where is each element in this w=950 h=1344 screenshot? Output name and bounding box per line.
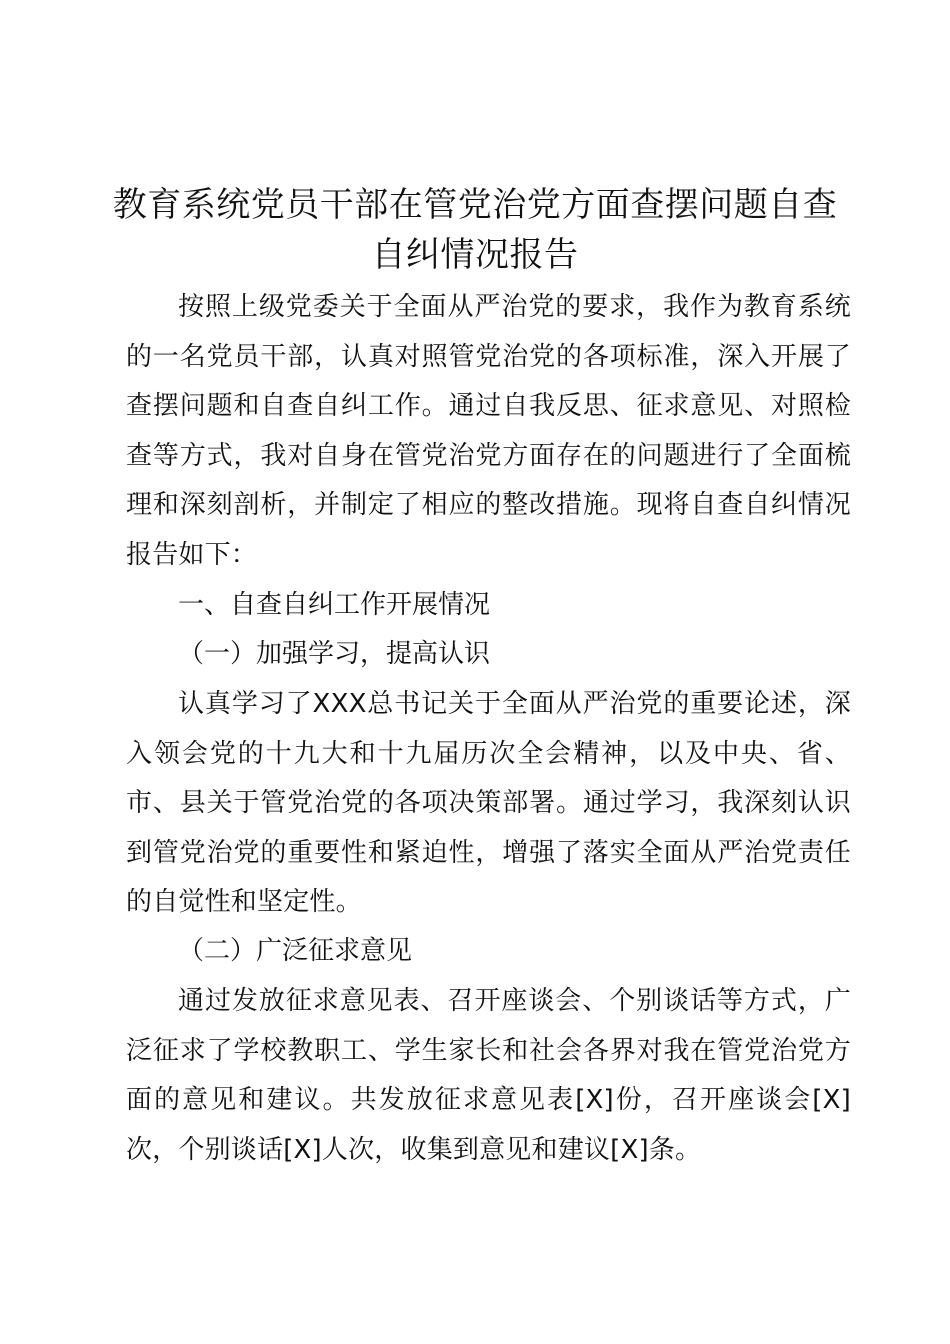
subsection-1-paragraph: 认真学习了XXX总书记关于全面从严治党的重要论述，深入领会党的十九大和十九届历次全会精神，以及中央、省、市、县关于管党治党的各项决策部署。通过学习，我深刻认识到管党治党的重要性和紧迫性，增强了落实全面从严治党责任的自觉性和坚定性。	[126, 689, 851, 917]
section-heading-1: 一、自查自纠工作开展情况	[178, 590, 491, 620]
subsection-2-paragraph: 通过发放征求意见表、召开座谈会、个别谈话等方式，广泛征求了学校教职工、学生家长和社会各界对我在管党治党方面的意见和建议。共发放征求意见表[X]份，召开座谈会[X]次，个别谈话[X]人次，收集到意见和建议[X]条。	[126, 986, 851, 1165]
subsection-heading-1: （一）加强学习，提高认识	[178, 639, 491, 669]
intro-paragraph: 按照上级党委关于全面从严治党的要求，我作为教育系统的一名党员干部，认真对照管党治党的各项标准，深入开展了查摆问题和自查自纠工作。通过自我反思、征求意见、对照检查等方式，我对自身在管党治党方面存在的问题进行了全面梳理和深刻剖析，并制定了相应的整改措施。现将自查自纠情况报告如下：	[126, 292, 851, 570]
subsection-heading-2: （二）广泛征求意见	[178, 936, 413, 966]
document-title: 教育系统党员干部在管党治党方面查摆问题自查自纠情况报告	[112, 185, 838, 275]
